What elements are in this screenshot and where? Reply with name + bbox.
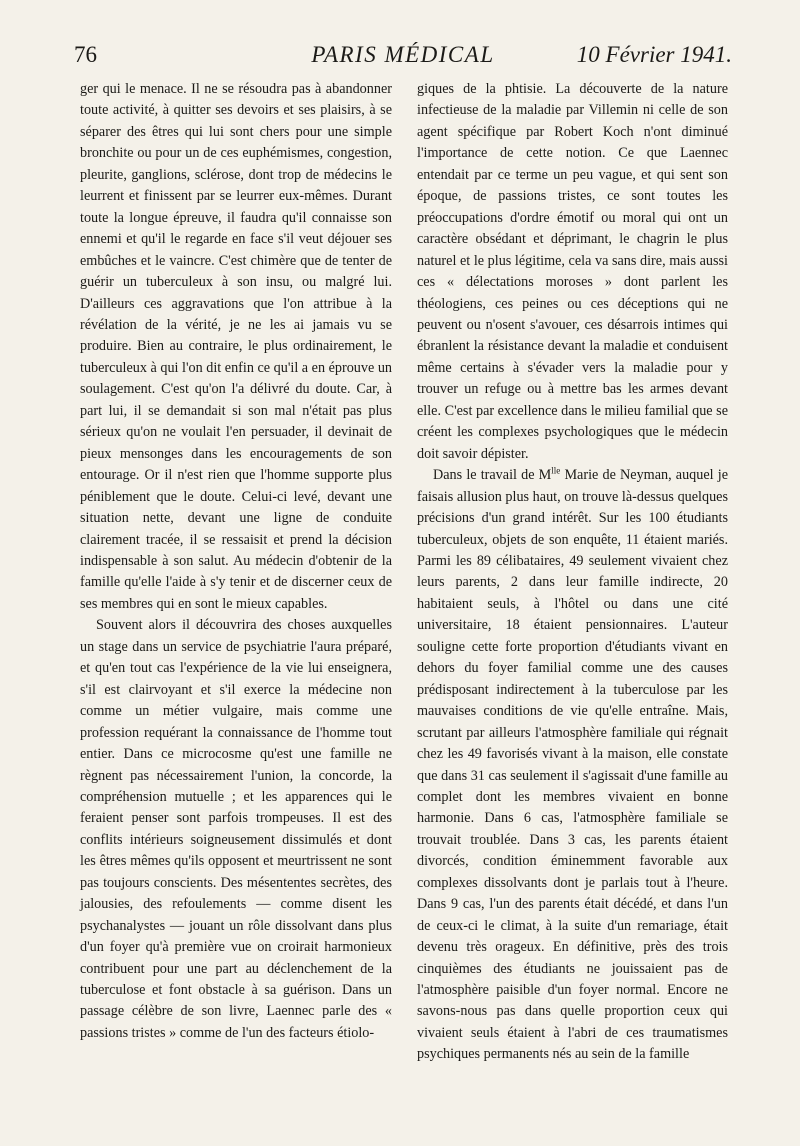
paragraph-text-start: Dans le travail de M bbox=[433, 467, 552, 484]
right-paragraph-1: giques de la phtisie. La découverte de la nature infectieuse de la maladie par Villemin ni celle de son agent spécifique par Robert Koch n'ont diminué l'importance de cette notion. Ce que Laennec entendait par ce terme un peu vague, et qui sent son époque, de passions tristes, ce sont toutes les préoccupations d'ordre émotif ou moral qui ont un caractère obsédant et déprimant, le chagrin le plus naturel et le plus légitime, cela va sans dire, mais aussi ces « délectations moroses » dont parlent les théologiens, ces peines ou ces déceptions qui ne peuvent ou n'osent s'avouer, ces désarrois intimes qui ébranlent la résistance devant la maladie et conduisent même certains à s'évader vers la maladie pour y trouver un refuge ou à mettre bas les armes devant elle. C'est par excellence dans le milieu familial que se créent les complexes psychologiques que le médecin doit savoir dépister. bbox=[417, 81, 728, 462]
right-paragraph-2 bbox=[417, 465, 728, 1066]
page-number: 76 bbox=[74, 42, 97, 67]
journal-title: PARIS MÉDICAL bbox=[311, 42, 495, 67]
paragraph-text-rest: Marie de Neyman, auquel je faisais allusion plus haut, on trouve là-dessus quelques précisions d'un grand intérêt. Sur les 100 étudiants tuberculeux, objets de son enquête, 11 étaient mariés. Parmi les 89 célibataires, 49 seulement vivaient chez leurs parents, 2 dans leur famille indirecte, 20 habitaient seuls, à l'hôtel ou dans une cité universitaire, 18 étaient pensionnaires. L'auteur souligne cette forte proportion d'étudiants vivant en dehors du foyer familial comme une des causes prédisposant indirectement à la tuberculose par les mauvaises conditions de vie qu'elle entraîne. Mais, scrutant par ailleurs l'atmosphère familiale qui régnait chez les 49 favorisés vivant à la maison, elle constate que dans 31 cas seulement il s'agissait d'une famille au complet dont les membres vivaient en bonne harmonie. Dans 6 cas, l'atmosphère familiale se trouvait troublée. Dans 3 cas, les parents étaient divorcés, condition éminemment favorable aux complexes dissolvants dont je parlais tout à l'heure. Dans 9 cas, l'un des parents était décédé, et dans l'un de ceux-ci le climat, à la suite d'un remariage, était devenu très orageux. En définitive, près des trois cinquièmes des étudiants ne jouissaient pas de l'atmosphère paisible d'un foyer normal. Encore ne savons-nous pas dans quelle proportion ceux qui vivaient seuls étaient à l'abri de ces traumatismes psychiques permanents nés au sein de la famille bbox=[417, 467, 729, 1063]
issue-date: 10 Février 1941. bbox=[576, 42, 732, 67]
right-column bbox=[417, 79, 728, 1066]
left-paragraph-2: Souvent alors il découvrira des choses auxquelles un stage dans un service de psychiatrie l'aura préparé, et qu'en tout cas l'expérience de la vie lui enseignera, s'il est clairvoyant et s'il exerce la médecine non comme un métier vulgaire, mais comme une profession requérant la connaissance de l'homme tout entier. Dans ce microcosme qu'est une famille ne règnent pas nécessairement l'union, la concorde, la compréhension mutuelle ; et les apparences qui le feraient penser sont parfois trompeuses. Il est des conflits intérieurs soigneusement dissimulés et dont les êtres mêmes qu'ils opposent et meurtrissent ne sont pas toujours conscients. Des mésententes secrètes, des jalousies, des refoulements — comme disent les psychanalystes — jouant un rôle dissolvant dans plus d'un foyer qu'à première vue on croirait harmonieux contribuent pour une part au déclenchement de la tuberculose et font obstacle à sa guérison. Dans un passage célèbre de son livre, Laennec parle des « passions tristes » comme de l'un des facteurs étiolo- bbox=[80, 617, 392, 1041]
mademoiselle-superscript: lle bbox=[551, 465, 561, 476]
left-column bbox=[80, 79, 392, 1044]
left-paragraph-1: ger qui le menace. Il ne se résoudra pas à abandonner toute activité, à quitter ses devoirs et ses plaisirs, à se séparer des êtres qui lui sont chers pour une simple bronchite ou pour un de ces euphémismes, congestion, pleurite, ganglions, sclérose, dont trop de médecins le leurrent et finissent par se leurrer eux-mêmes. Durant toute la longue épreuve, il faudra qu'il connaisse son ennemi et qu'il le regarde en face s'il veut déjouer ses embûches et le vaincre. C'est chimère que de tenter de guérir un tuberculeux à son insu, ou malgré lui. D'ailleurs ces aggravations que l'on attribue à la révélation de la vérité, je ne les ai jamais vu se produire. Bien au contraire, le plus ordinairement, le tuberculeux à qui l'on dit enfin ce qu'il a en éprouve un soulagement. C'est qu'on l'a délivré du doute. Car, à part lui, il se demandait si son mal n'était pas plus sérieux qu'on ne voulait l'en persuader, il devinait de pieux mensonges dans les encouragements de son entourage. Or il n'est rien que l'homme supporte plus péniblement que le doute. Celui-ci levé, devant une situation nette, devant une ligne de conduite clairement tracée, il se ressaisit et prend la décision indispensable à son salut. Au médecin d'obtenir de la famille qu'elle l'aide à s'y tenir et de discerner ceux de ses membres qui en sont le mieux capables. bbox=[80, 81, 393, 612]
running-header bbox=[74, 42, 732, 76]
